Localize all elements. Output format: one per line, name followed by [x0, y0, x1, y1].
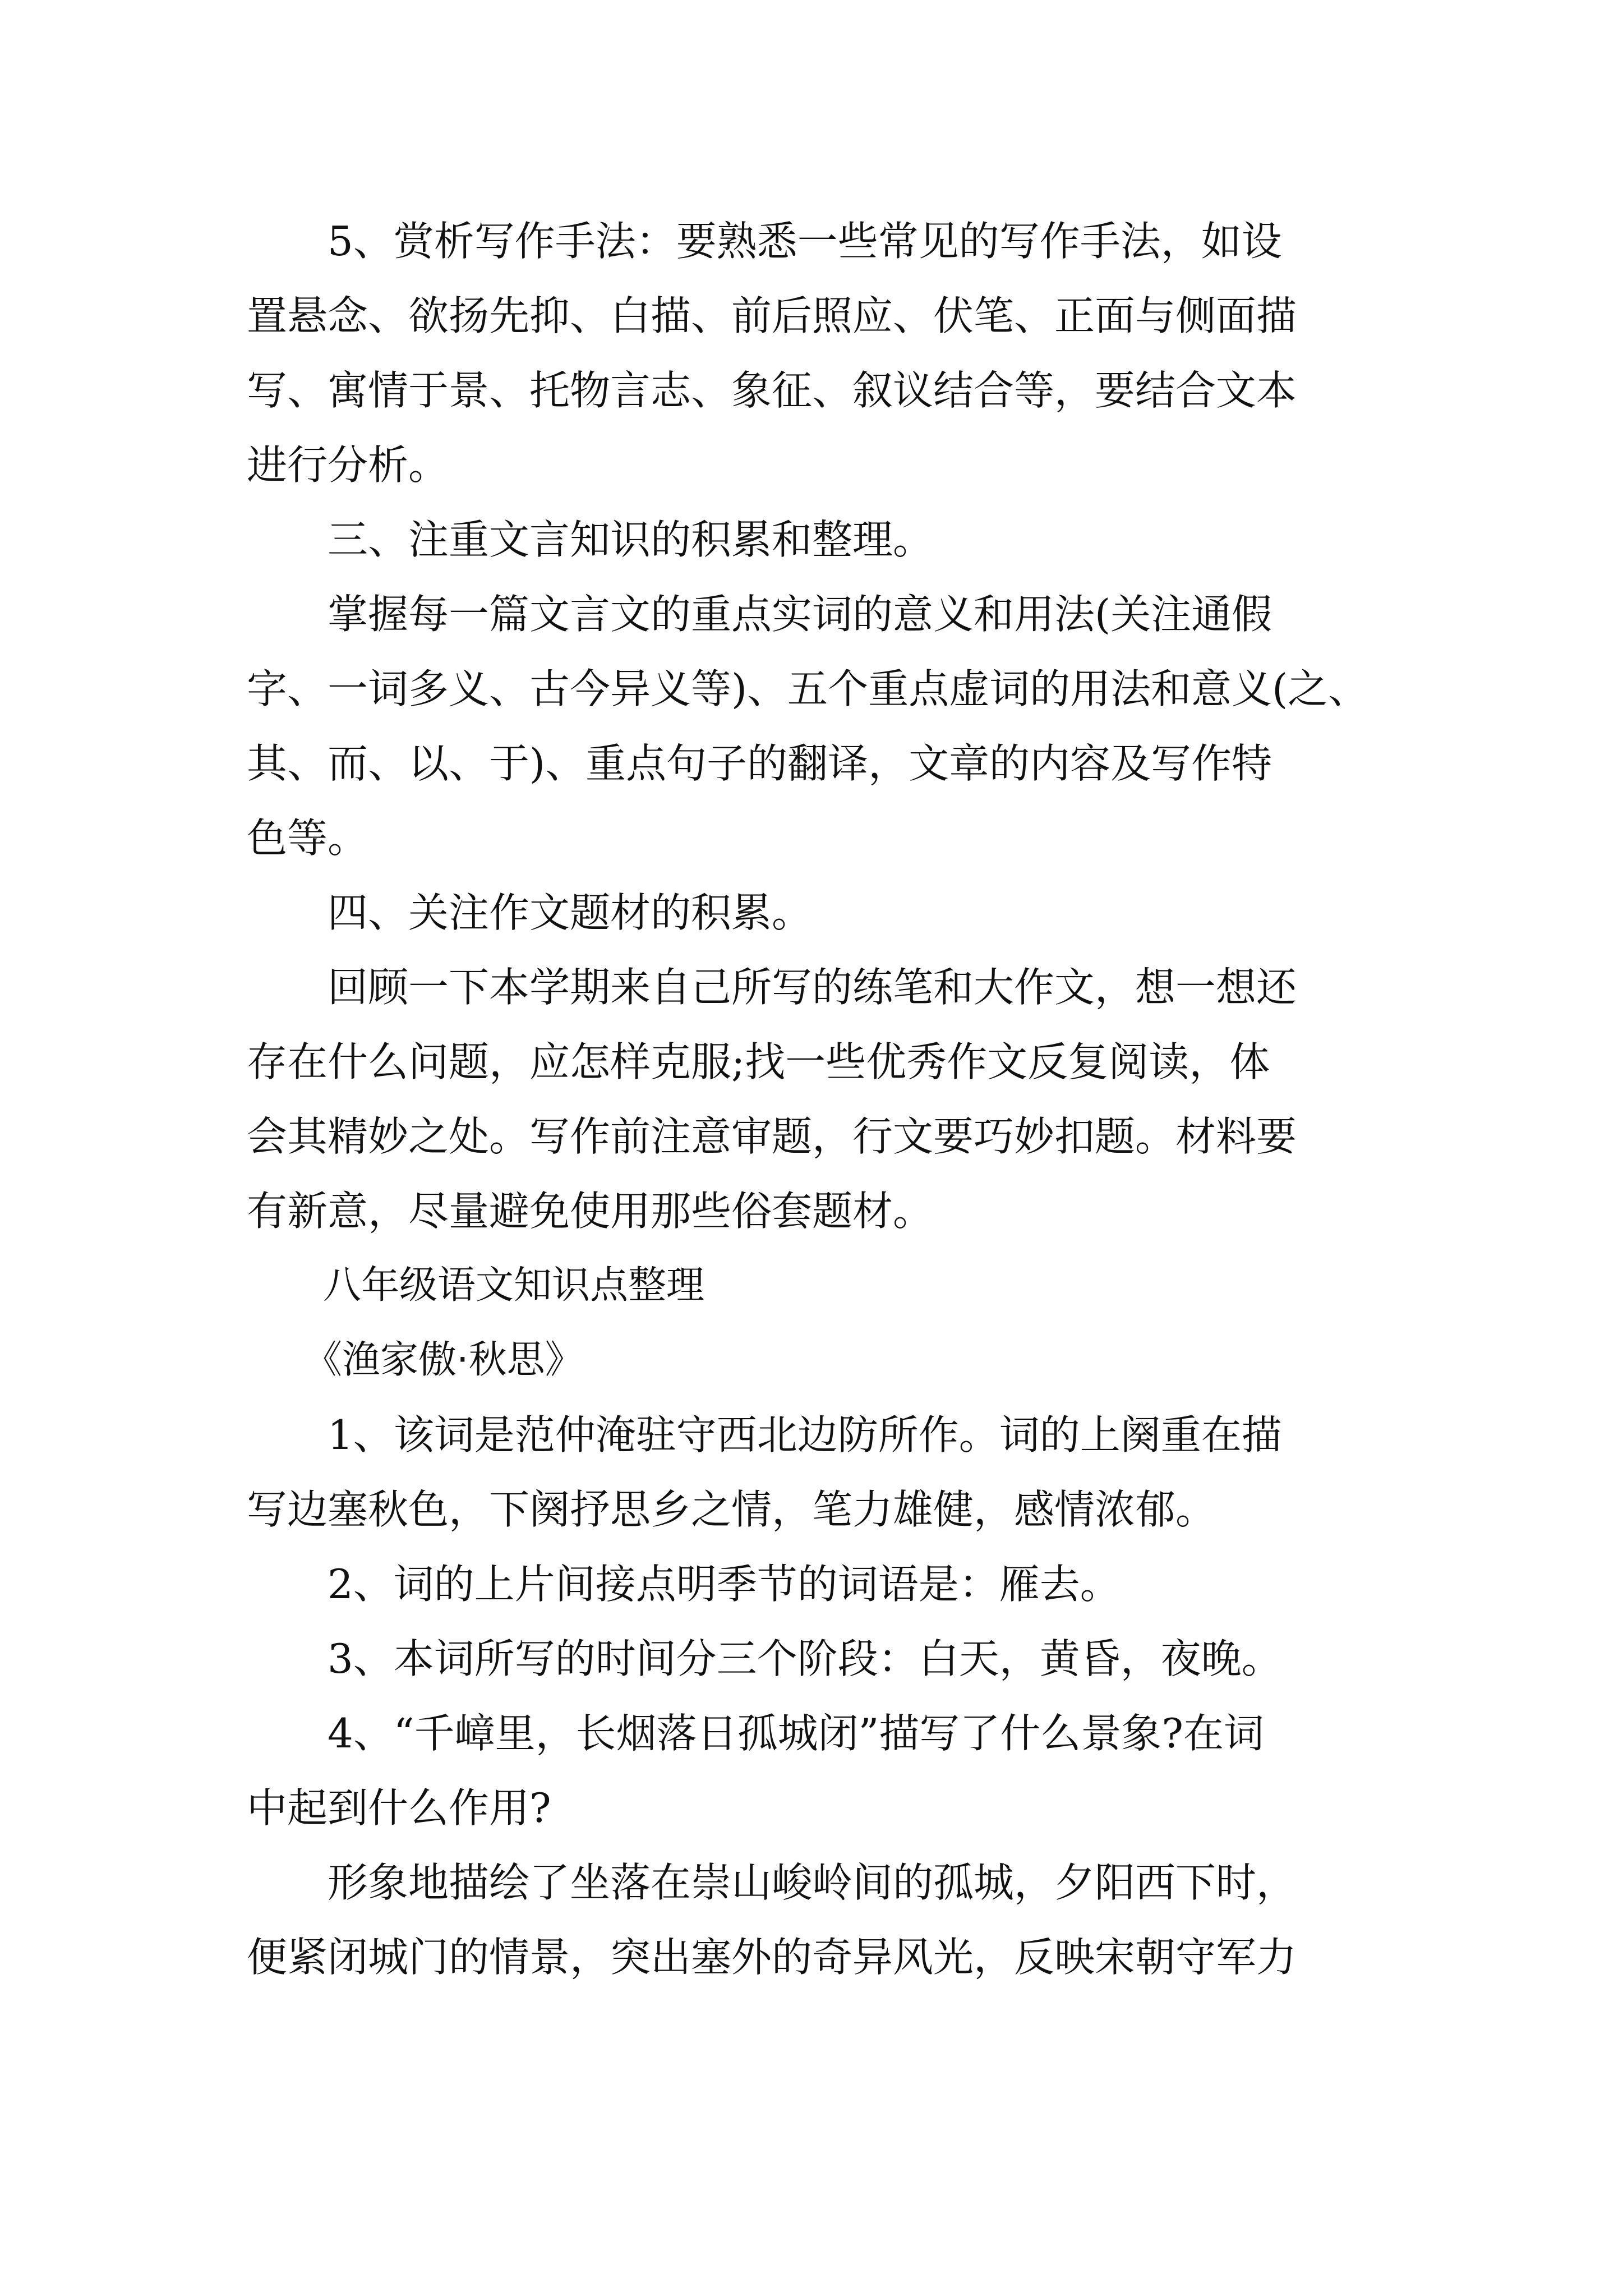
- text-line-19: 2、词的上片间接点明季节的词语是：雁去。: [247, 1561, 1121, 1608]
- text-line-2: 置悬念、欲扬先抑、白描、前后照应、伏笔、正面与侧面描: [247, 292, 1297, 339]
- text-line-13: 会其精妙之处。写作前注意审题，行文要巧妙扣题。材料要: [247, 1113, 1297, 1160]
- poem-title: 《渔家傲·秋思》: [247, 1338, 583, 1382]
- text-line-11: 回顾一下本学期来自己所写的练笔和大作文，想一想还: [247, 964, 1297, 1011]
- text-line-23: 形象地描绘了坐落在崇山峻岭间的孤城，夕阳西下时，: [247, 1859, 1297, 1906]
- text-line-22: 中起到什么作用?: [247, 1784, 551, 1832]
- document-title: 八年级语文知识点整理: [247, 1263, 705, 1308]
- text-line-24: 便紧闭城门的情景，突出塞外的奇异风光，反映宋朝守军力: [247, 1934, 1297, 1981]
- text-line-20: 3、本词所写的时间分三个阶段：白天，黄昏，夜晚。: [247, 1635, 1282, 1682]
- text-line-8: 其、而、以、于)、重点句子的翻译，文章的内容及写作特: [247, 740, 1272, 787]
- text-line-3: 写、寓情于景、托物言志、象征、叙议结合等，要结合文本: [247, 367, 1297, 414]
- text-line-14: 有新意，尽量避免使用那些俗套题材。: [247, 1188, 934, 1235]
- text-line-9: 色等。: [247, 815, 368, 862]
- text-line-21: 4、“千嶂里，长烟落日孤城闭”描写了什么景象?在词: [247, 1710, 1265, 1757]
- text-line-12: 存在什么问题，应怎样克服;找一些优秀作文反复阅读，体: [247, 1038, 1270, 1085]
- section-heading-4: 四、关注作文题材的积累。: [247, 889, 813, 936]
- text-line-1: 5、赏析写作手法：要熟悉一些常见的写作手法，如设: [247, 218, 1282, 265]
- section-heading-3: 三、注重文言知识的积累和整理。: [247, 516, 934, 563]
- text-line-7: 字、一词多义、古今异义等)、五个重点虚词的用法和意义(之、: [247, 665, 1369, 712]
- text-line-4: 进行分析。: [247, 441, 449, 489]
- text-line-18: 写边塞秋色，下阕抒思乡之情，笔力雄健，感情浓郁。: [247, 1486, 1216, 1533]
- text-line-6: 掌握每一篇文言文的重点实词的意义和用法(关注通假: [247, 591, 1272, 638]
- text-line-17: 1、该词是范仲淹驻守西北边防所作。词的上阕重在描: [247, 1411, 1282, 1458]
